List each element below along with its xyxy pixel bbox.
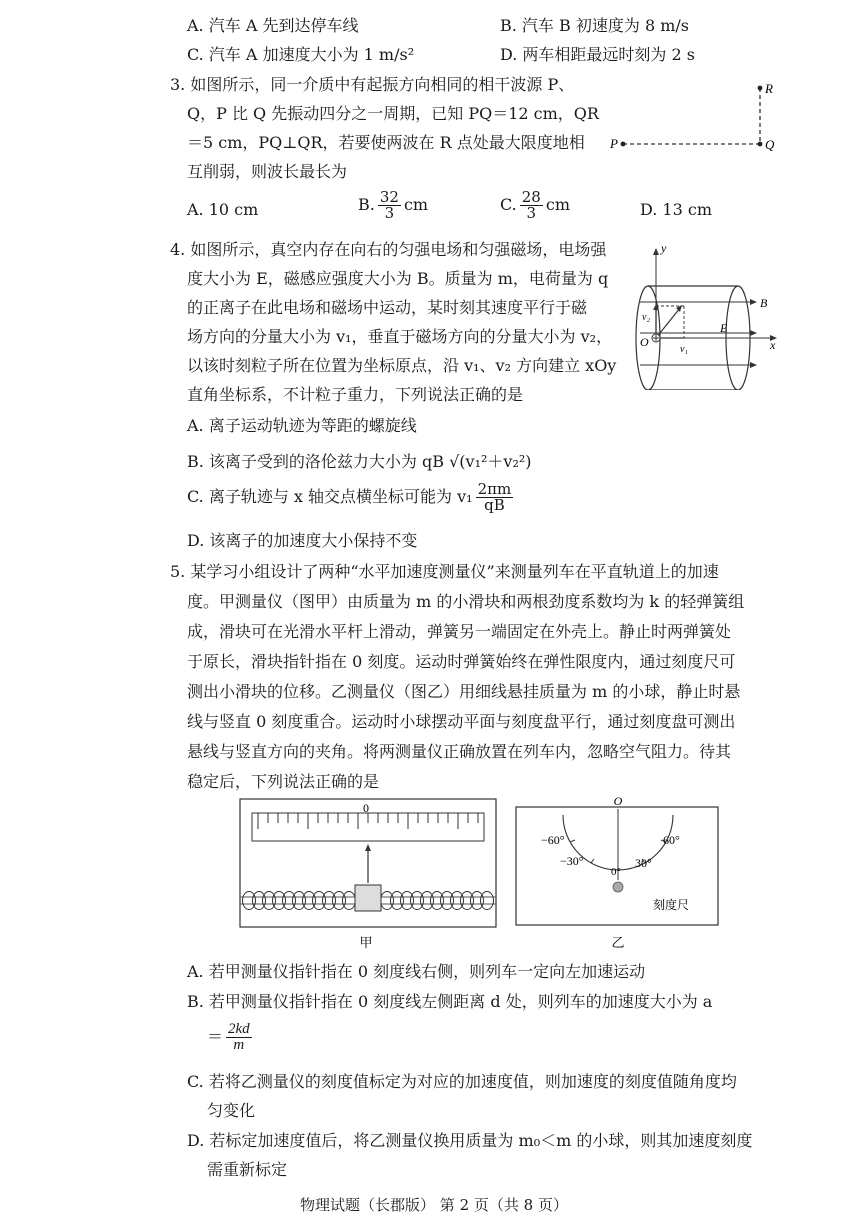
q3-fig-label-r: R (765, 81, 773, 96)
q5-yi-label-p60: 60° (663, 833, 680, 847)
q3-option-d: D. 13 cm (640, 200, 713, 219)
q3-option-c: C. $\frac{28}{3}$ cm (500, 188, 570, 222)
q4-fig-label-v1: v₁ (680, 344, 688, 355)
q4-fig-label-x: x (770, 338, 776, 352)
q5-yi-scale-label: 刻度尺 (653, 898, 690, 912)
q5-figure-yi (513, 795, 723, 957)
q5-line-7: 悬线与竖直方向的夹角。将两测量仪正确放置在列车内，忽略空气阻力。待其 (187, 742, 732, 761)
q5-option-c-line2: 匀变化 (207, 1101, 256, 1120)
q5-yi-label-m30: −30° (560, 854, 584, 868)
q5-yi-caption: 乙 (611, 935, 625, 950)
q5-line-3: 成，滑块可在光滑水平杆上滑动，弹簧另一端固定在外壳上。静止时两弹簧处 (187, 622, 732, 641)
q5-yi-label-o: O (613, 795, 623, 808)
q4-fig-label-o: O (640, 335, 649, 349)
q3-line-2: Q，P 比 Q 先振动四分之一周期，已知 PQ＝12 cm，QR (187, 104, 599, 123)
q4-fig-label-v2: v₂ (642, 312, 650, 323)
q5-line-5: 测出小滑块的位移。乙测量仪（图乙）用细线悬挂质量为 m 的小球，静止时悬 (187, 682, 741, 701)
q5-jia-caption: 甲 (359, 935, 373, 950)
q2-option-c: C. 汽车 A 加速度大小为 1 m/s² (187, 45, 415, 64)
q5-yi-label-p30: 30° (635, 856, 652, 870)
q4-figure (630, 240, 780, 390)
q5-option-c-line1: C. 若将乙测量仪的刻度值标定为对应的加速度值，则加速度的刻度值随角度均 (187, 1072, 737, 1091)
q2-option-a: A. 汽车 A 先到达停车线 (187, 16, 359, 35)
q4-line-3: 的正离子在此电场和磁场中运动，某时刻其速度平行于磁 (187, 298, 588, 317)
q5-line-8: 稳定后，下列说法正确的是 (187, 772, 380, 791)
q4-fig-label-e: E (720, 321, 728, 335)
q5-line-6: 线与竖直 0 刻度重合。运动时小球摆动平面与刻度盘平行，通过刻度盘可测出 (187, 712, 736, 731)
q4-fig-label-b: B (760, 296, 768, 310)
q4-option-d: D. 该离子的加速度大小保持不变 (187, 531, 418, 550)
q5-figure-jia (238, 797, 500, 957)
q5-line-2: 度。甲测量仪（图甲）由质量为 m 的小滑块和两根劲度系数均为 k 的轻弹簧组 (187, 592, 745, 611)
q5-option-b-formula: ＝ $\frac{2kd}{m}$ (207, 1021, 250, 1053)
q5-line-1: 5. 某学习小组设计了两种“水平加速度测量仪”来测量列车在平直轨道上的加速 (170, 562, 719, 581)
q3-fig-label-q: Q (765, 137, 775, 152)
q5-option-d-line1: D. 若标定加速度值后，将乙测量仪换用质量为 m₀＜m 的小球，则其加速度刻度 (187, 1131, 753, 1150)
q3-line-4: 互削弱，则波长最长为 (187, 162, 348, 181)
q5-jia-zero-label: 0 (363, 801, 369, 815)
page-footer: 物理试题（长郡版） 第 2 页（共 8 页） (300, 1196, 568, 1214)
q3-option-a: A. 10 cm (187, 200, 259, 219)
q3-line-1: 3. 如图所示，同一介质中有起振方向相同的相干波源 P、 (170, 75, 575, 94)
q4-option-c: C. 离子轨迹与 x 轴交点横坐标可能为 v₁ $\frac{2\pi m}{qB}$ (187, 480, 512, 514)
q4-line-1: 4. 如图所示，真空内存在向右的匀强电场和匀强磁场，电场强 (170, 240, 607, 259)
q3-line-3: ＝5 cm，PQ⊥QR，若要使两波在 R 点处最大限度地相 (187, 133, 585, 152)
q3-figure (610, 76, 790, 158)
q4-fig-label-y: y (661, 241, 667, 255)
q5-yi-label-zero: 0° (611, 866, 621, 878)
q5-option-d-line2: 需重新标定 (207, 1160, 288, 1179)
q4-line-2: 度大小为 E，磁感应强度大小为 B。质量为 m，电荷量为 q (187, 269, 609, 288)
q4-option-a: A. 离子运动轨迹为等距的螺旋线 (187, 416, 417, 435)
q4-option-b: B. 该离子受到的洛伦兹力大小为 qB √(v₁²＋v₂²) (187, 452, 532, 471)
q5-option-a: A. 若甲测量仪指针指在 0 刻度线右侧，则列车一定向左加速运动 (187, 962, 646, 981)
q3-option-b: B. $\frac{32}{3}$ cm (358, 188, 429, 222)
q5-yi-label-m60: −60° (541, 833, 565, 847)
q2-option-b: B. 汽车 B 初速度为 8 m/s (500, 16, 689, 35)
q4-line-5: 以该时刻粒子所在位置为坐标原点，沿 v₁、v₂ 方向建立 xOy (187, 356, 617, 375)
q4-line-4: 场方向的分量大小为 v₁，垂直于磁场方向的分量大小为 v₂， (187, 327, 613, 346)
q3-fig-label-p: P (610, 136, 618, 151)
q5-option-b-line1: B. 若甲测量仪指针指在 0 刻度线左侧距离 d 处，则列车的加速度大小为 a (187, 992, 713, 1011)
q2-option-d: D. 两车相距最远时刻为 2 s (500, 45, 695, 64)
q4-line-6: 直角坐标系，不计粒子重力，下列说法正确的是 (187, 385, 524, 404)
q5-line-4: 于原长，滑块指针指在 0 刻度。运动时弹簧始终在弹性限度内，通过刻度尺可 (187, 652, 736, 671)
